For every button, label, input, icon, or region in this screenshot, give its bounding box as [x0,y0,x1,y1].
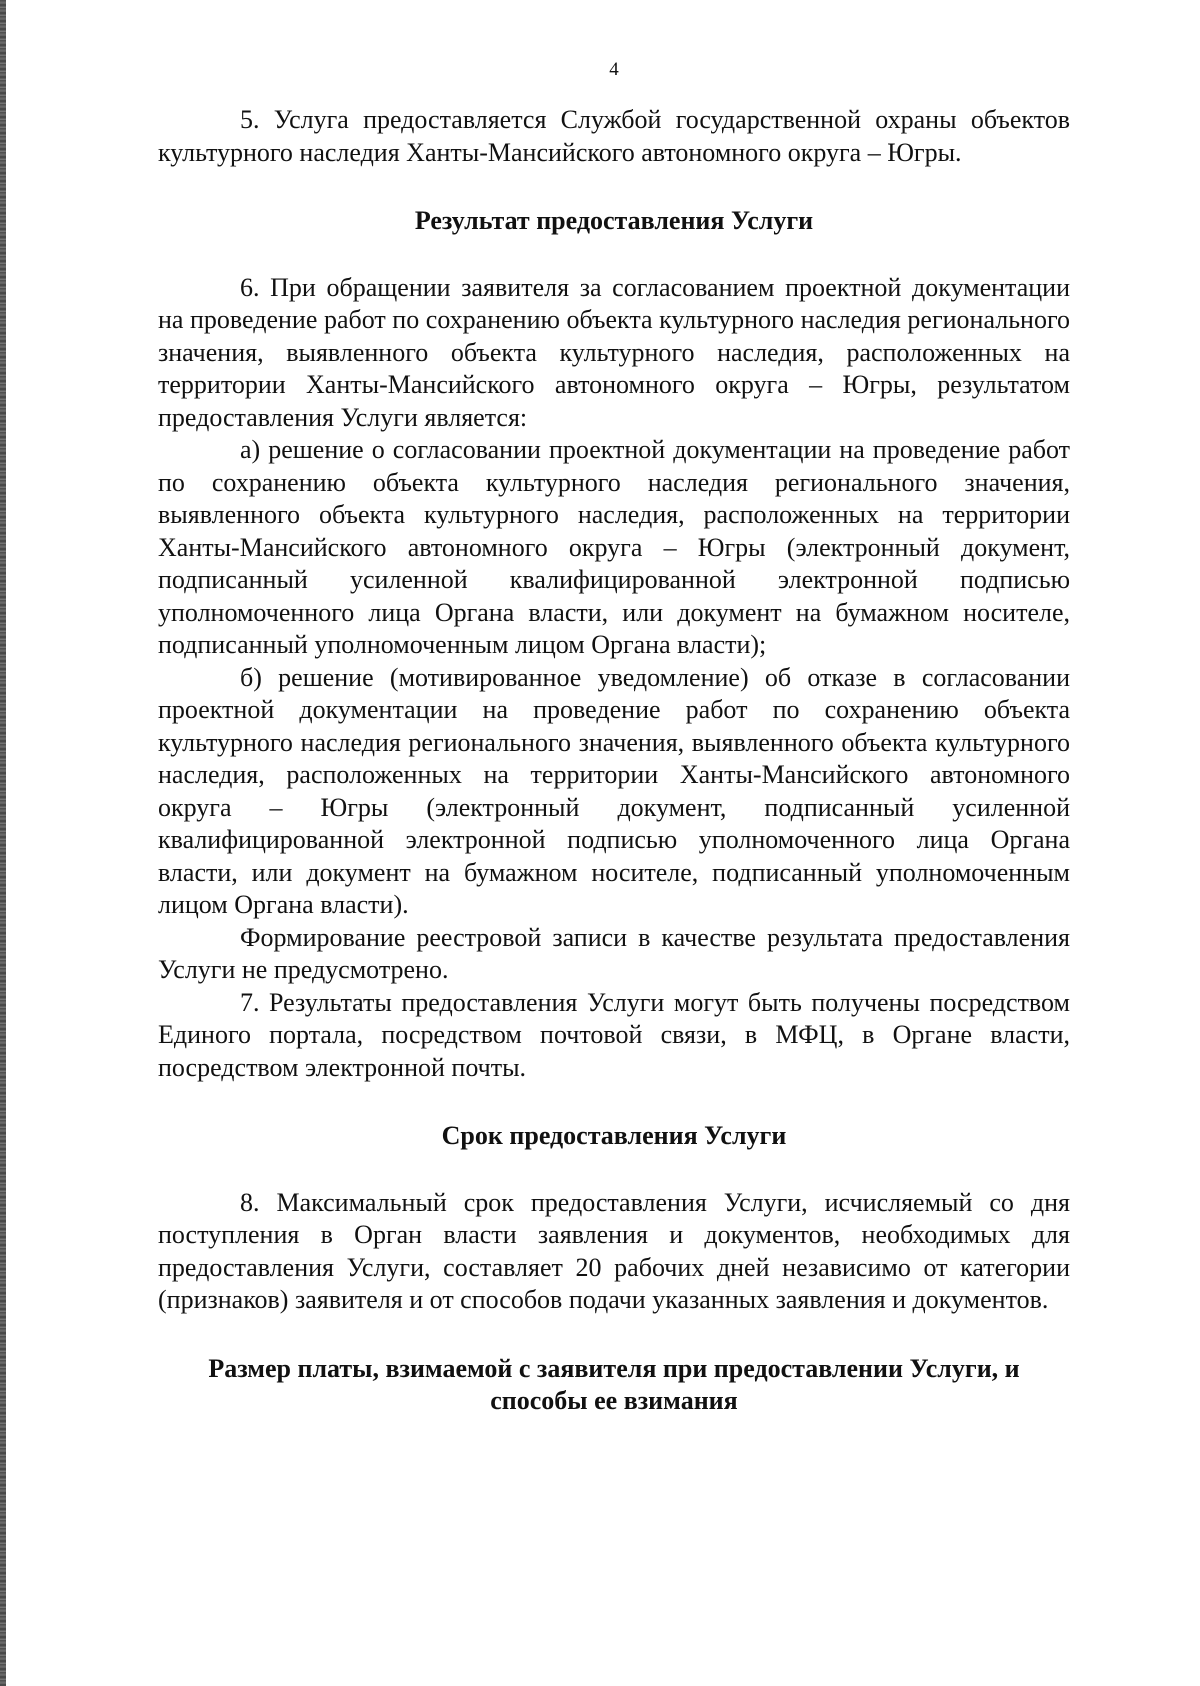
paragraph-8: 8. Максимальный срок предоставления Услуги, исчисляемый со дня поступления в Орган власти заявления и документов, необходимых для предоставления Услуги, составляет 20 рабочих дней независимо от категории (признаков) заявителя и от способов подачи указанных заявления и документов. [158,1187,1070,1314]
paragraph-6-b: б) решение (мотивированное уведомление) об отказе в согласовании проектной документации на проведение работ по сохранению объекта культурного наследия регионального значения, выявленного объекта культурного наследия, расположенных на территории Ханты-Мансийского автономного округа – Югры (электронный документ, подписанный усиленной квалифицированной электронной подписью уполномоченного лица Органа власти, или документ на бумажном носителе, подписанный уполномоченным лицом Органа власти). [158,662,1070,919]
page-number: 4 [609,59,619,80]
paragraph-6-a: а) решение о согласовании проектной документации на проведение работ по сохранению объекта культурного наследия регионального значения, выявленного объекта культурного наследия, расположенных на территории Ханты-Мансийского автономного округа – Югры (электронный документ, подписанный усиленной квалифицированной электронной подписью уполномоченного лица Органа власти, или документ на бумажном носителе, подписанный уполномоченным лицом Органа власти); [158,435,1070,659]
heading-fee: Размер платы, взимаемой с заявителя при предоставлении Услуги, и способы ее взимания [208,1353,1020,1415]
scan-edge-artifact [0,0,6,1686]
document-page [158,58,1070,1418]
paragraph-7: 7. Результаты предоставления Услуги могут быть получены посредством Единого портала, посредством почтовой связи, в МФЦ, в Органе власти, посредством электронной почты. [158,987,1070,1082]
heading-result: Результат предоставления Услуги [414,206,814,235]
heading-term: Срок предоставления Услуги [441,1121,787,1150]
paragraph-5: 5. Услуга предоставляется Службой государственной охраны объектов культурного наследия Ханты-Мансийского автономного округа – Югры. [158,105,1070,167]
paragraph-6: 6. При обращении заявителя за согласованием проектной документации на проведение работ по сохранению объекта культурного наследия регионального значения, выявленного объекта культурного наследия, расположенных на территории Ханты-Мансийского автономного округа – Югры, результатом предоставления Услуги является: [158,272,1070,432]
paragraph-6-registry: Формирование реестровой записи в качестве результата предоставления Услуги не предусмотрено. [158,922,1070,984]
